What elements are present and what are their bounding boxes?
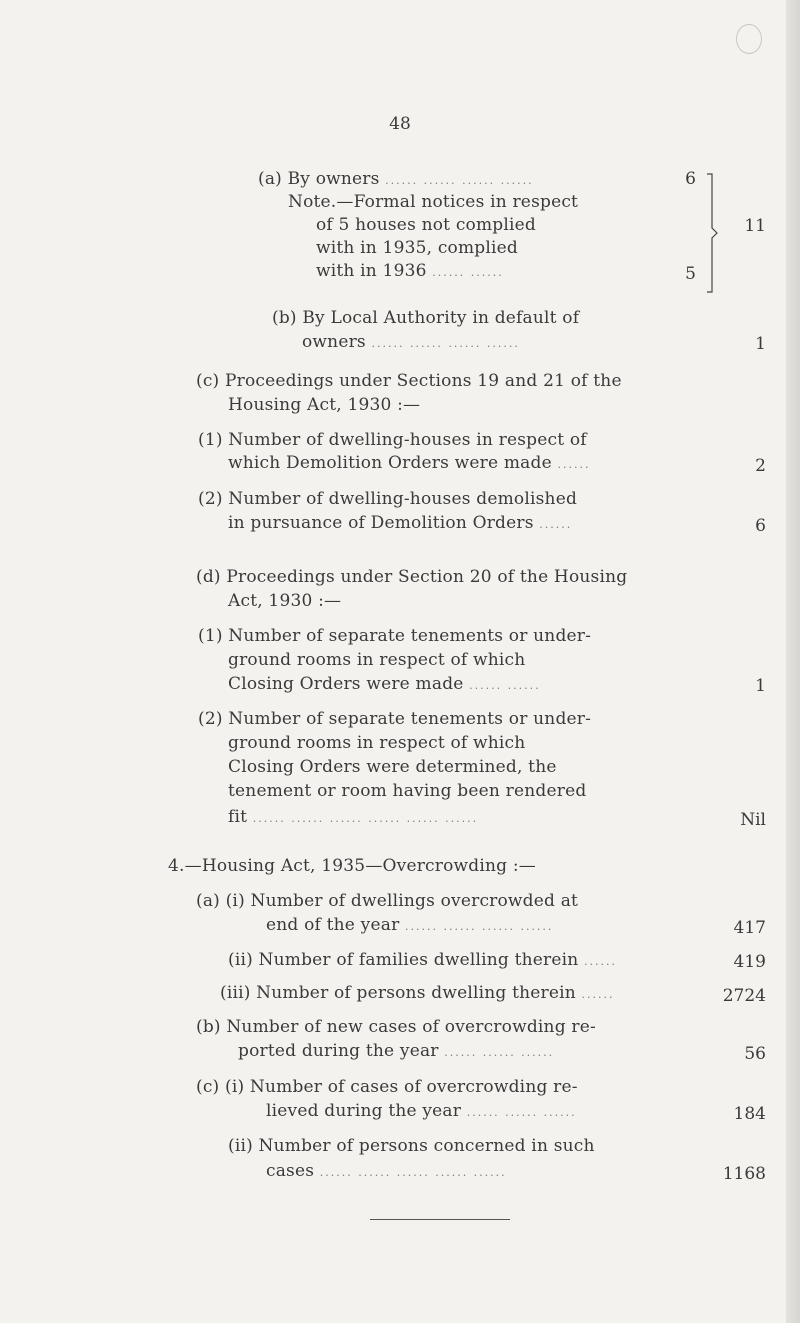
s4-c-ii-line-2: cases ...... ...... ...... ...... ...... (266, 1161, 507, 1181)
s4-b-line-2: ported during the year ...... ...... ...... (238, 1041, 555, 1061)
s4-a-i-line-1: (a) (i) Number of dwellings overcrowded at (196, 891, 579, 911)
item-c2-line-2: in pursuance of Demolition Orders ...... (228, 513, 573, 533)
item-c1-line-2: which Demolition Orders were made ...... (228, 453, 591, 473)
leader-dots: ...... ...... ...... ...... ...... ...... (252, 812, 479, 825)
leader-dots: ...... ...... (432, 266, 504, 279)
s4-c-ii-line-1: (ii) Number of persons concerned in such (228, 1136, 595, 1156)
item-c-heading-1: (c) Proceedings under Sections 19 and 21 of the (196, 371, 622, 391)
item-d-heading-1: (d) Proceedings under Section 20 of the Housing (196, 567, 628, 587)
item-b-line-2: owners ...... ...... ...... ...... (302, 332, 520, 352)
item-a-value: 6 (685, 169, 696, 189)
leader-dots: ...... (557, 458, 591, 471)
item-c2-value: 6 (755, 516, 766, 536)
leader-dots: ...... ...... ...... ...... ...... (319, 1166, 507, 1179)
bracket-total: 11 (744, 216, 766, 236)
item-d2-line-5: fit ...... ...... ...... ...... ...... ...... (228, 807, 479, 827)
end-rule (370, 1219, 510, 1220)
s4-a-iii-value: 2724 (722, 986, 766, 1006)
leader-dots: ...... (581, 988, 615, 1001)
item-d1-line-2: ground rooms in respect of which (228, 650, 526, 670)
note-line-3: with in 1935, complied (316, 238, 519, 258)
s4-b-line-1: (b) Number of new cases of overcrowding re- (196, 1017, 596, 1037)
item-d1-line-3: Closing Orders were made ...... ...... (228, 674, 541, 694)
s4-c-ii-value: 1168 (722, 1164, 766, 1184)
item-d2-line-1: (2) Number of separate tenements or under- (198, 709, 592, 729)
s4-c-i-value: 184 (733, 1104, 766, 1124)
s4-a-iii: (iii) Number of persons dwelling therein ...... (220, 983, 615, 1003)
leader-dots: ...... ...... ...... ...... (385, 174, 534, 187)
page-edge (786, 0, 800, 1323)
s4-c-i-line-2: lieved during the year ...... ...... ...... (266, 1101, 577, 1121)
s4-c-i-line-1: (c) (i) Number of cases of overcrowding re- (196, 1077, 578, 1097)
item-a-label: (a) By owners ...... ...... ...... ...... (258, 169, 534, 189)
s4-a-i-value: 417 (733, 918, 766, 938)
s4-a-ii: (ii) Number of families dwelling therein ...... (228, 950, 617, 970)
item-b-line-1: (b) By Local Authority in default of (272, 308, 580, 328)
item-d2-value: Nil (740, 810, 766, 830)
item-c-heading-2: Housing Act, 1930 :— (228, 395, 421, 415)
section-4-heading: 4.—Housing Act, 1935—Overcrowding :— (168, 856, 536, 876)
leader-dots: ...... (539, 518, 573, 531)
leader-dots: ...... ...... ...... ...... (405, 920, 554, 933)
note-line-4: with in 1936 ...... ...... (316, 261, 504, 281)
leader-dots: ...... ...... ...... (444, 1046, 555, 1059)
note-value: 5 (685, 264, 696, 284)
item-d1-value: 1 (755, 676, 766, 696)
item-c1-value: 2 (755, 456, 766, 476)
page-number: 48 (389, 114, 411, 134)
item-d-heading-2: Act, 1930 :— (228, 591, 342, 611)
item-d1-line-1: (1) Number of separate tenements or under- (198, 626, 592, 646)
item-d2-line-2: ground rooms in respect of which (228, 733, 526, 753)
item-c2-line-1: (2) Number of dwelling-houses demolished (198, 489, 578, 509)
punch-hole (736, 24, 762, 54)
item-d2-line-3: Closing Orders were determined, the (228, 757, 557, 777)
note-line-1: Note.—Formal notices in respect (288, 192, 579, 212)
leader-dots: ...... ...... ...... (466, 1106, 577, 1119)
item-c1-line-1: (1) Number of dwelling-houses in respect of (198, 430, 587, 450)
s4-b-value: 56 (744, 1044, 766, 1064)
item-d2-line-4: tenement or room having been rendered (228, 781, 587, 801)
note-line-2: of 5 houses not complied (316, 215, 536, 235)
s4-a-i-line-2: end of the year ...... ...... ...... ...... (266, 915, 554, 935)
leader-dots: ...... ...... (469, 679, 541, 692)
s4-a-ii-value: 419 (733, 952, 766, 972)
leader-dots: ...... ...... ...... ...... (371, 337, 520, 350)
leader-dots: ...... (584, 955, 617, 968)
item-b-value: 1 (755, 334, 766, 354)
